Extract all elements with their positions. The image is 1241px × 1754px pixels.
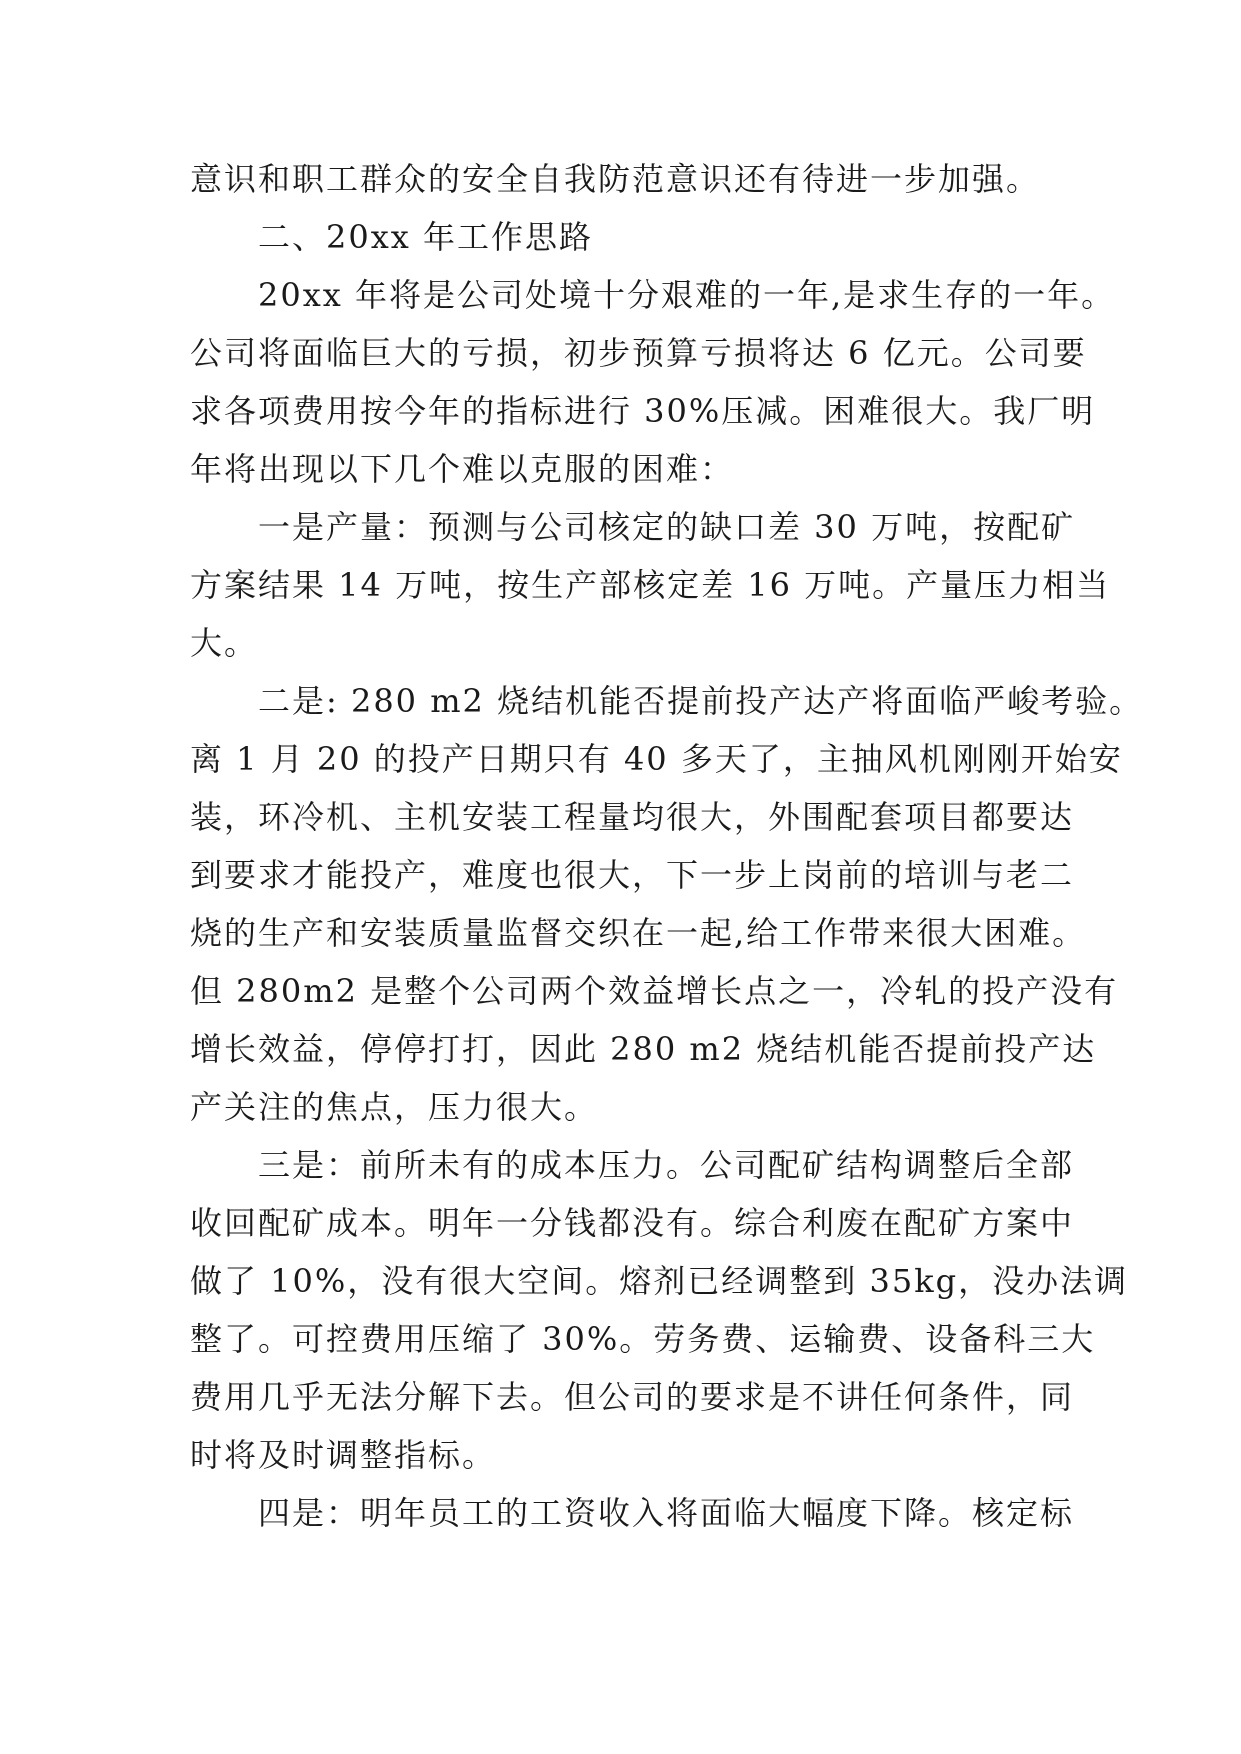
text-line: 大。 (190, 624, 259, 662)
text-line: 但 280m2 是整个公司两个效益增长点之一，冷轧的投产没有 (190, 972, 1119, 1010)
text-line: 年将出现以下几个难以克服的困难： (190, 450, 735, 488)
text-line: 20xx 年将是公司处境十分艰难的一年,是求生存的一年。 (258, 276, 1116, 314)
section-heading: 二、20xx 年工作思路 (258, 218, 593, 256)
text-line: 产关注的焦点，压力很大。 (190, 1088, 599, 1126)
text-line: 离 1 月 20 的投产日期只有 40 多天了，主抽风机刚刚开始安 (190, 740, 1123, 778)
text-line: 费用几乎无法分解下去。但公司的要求是不讲任何条件，同 (190, 1378, 1075, 1416)
text-line: 二是: 280 m2 烧结机能否提前投产达产将面临严峻考验。 (258, 682, 1144, 720)
text-line: 装，环冷机、主机安装工程量均很大，外围配套项目都要达 (190, 798, 1075, 836)
text-line: 意识和职工群众的安全自我防范意识还有待进一步加强。 (190, 160, 1041, 198)
text-line: 公司将面临巨大的亏损，初步预算亏损将达 6 亿元。公司要 (190, 334, 1087, 372)
text-line: 方案结果 14 万吨，按生产部核定差 16 万吨。产量压力相当 (190, 566, 1111, 604)
text-line: 整了。可控费用压缩了 30%。劳务费、运输费、设备科三大 (190, 1320, 1096, 1358)
text-line: 四是：明年员工的工资收入将面临大幅度下降。核定标 (258, 1494, 1075, 1532)
text-line: 收回配矿成本。明年一分钱都没有。综合利废在配矿方案中 (190, 1204, 1075, 1242)
document-body (190, 150, 1144, 1542)
text-line: 增长效益，停停打打，因此 280 m2 烧结机能否提前投产达 (190, 1030, 1097, 1068)
text-line: 一是产量：预测与公司核定的缺口差 30 万吨，按配矿 (258, 508, 1076, 546)
text-line: 三是：前所未有的成本压力。公司配矿结构调整后全部 (258, 1146, 1075, 1184)
text-line: 烧的生产和安装质量监督交织在一起,给工作带来很大困难。 (190, 914, 1087, 952)
text-line: 求各项费用按今年的指标进行 30%压减。困难很大。我厂明 (190, 392, 1096, 430)
text-line: 到要求才能投产，难度也很大，下一步上岗前的培训与老二 (190, 856, 1075, 894)
text-line: 时将及时调整指标。 (190, 1436, 497, 1474)
text-line: 做了 10%，没有很大空间。熔剂已经调整到 35kg，没办法调 (190, 1262, 1129, 1300)
